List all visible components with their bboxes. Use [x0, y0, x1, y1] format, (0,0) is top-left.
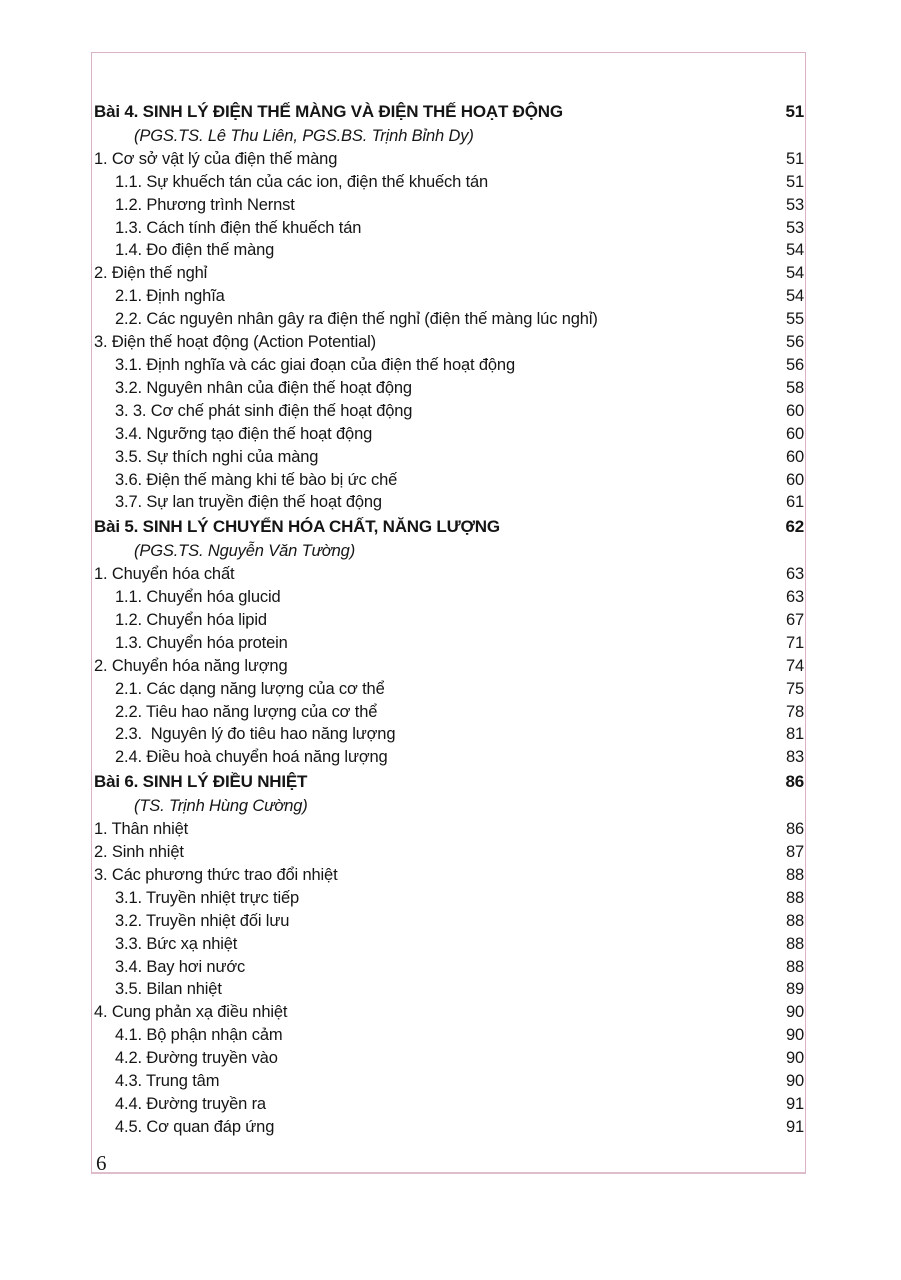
toc-entry-text: Bài 4. SINH LÝ ĐIỆN THẾ MÀNG VÀ ĐIỆN THẾ HOẠT ĐỘNG	[94, 102, 563, 121]
toc-row-subitem	[94, 1093, 804, 1116]
toc-row-subitem	[94, 171, 804, 194]
toc-entry-text: 4.4. Đường truyền ra	[115, 1094, 266, 1113]
toc-entry-page-number: 71	[785, 633, 804, 652]
toc-entry-page-number: 55	[785, 310, 804, 329]
toc-entry-text: 1. Cơ sở vật lý của điện thế màng	[94, 149, 338, 168]
toc-entry-text: 1.4. Đo điện thế màng	[115, 241, 275, 260]
toc-entry-text: 3.2. Nguyên nhân của điện thế hoạt động	[115, 378, 412, 397]
toc-entry-text: Bài 5. SINH LÝ CHUYỂN HÓA CHẤT, NĂNG LƯỢNG	[94, 517, 500, 537]
toc-entry-text: 1. Thân nhiệt	[94, 820, 189, 839]
toc-entry-page-number: 60	[785, 470, 804, 489]
toc-row-subitem	[94, 632, 804, 655]
toc-row-subitem	[94, 956, 804, 979]
toc-row-item	[94, 563, 804, 586]
toc-entry-text: 1.3. Cách tính điện thế khuếch tán	[115, 218, 362, 237]
toc-entry-page-number: 58	[785, 378, 804, 397]
page-frame	[91, 52, 806, 1174]
toc-entry-text: 2.3. Nguyên lý đo tiêu hao năng lượng	[115, 725, 396, 744]
toc-entry-page-number: 89	[785, 980, 804, 999]
toc-row-subitem	[94, 887, 804, 910]
toc-entry-page-number: 54	[785, 241, 804, 260]
toc-entry-page-number: 90	[785, 1072, 804, 1091]
toc-entry-text: 1.1. Chuyển hóa glucid	[115, 588, 281, 607]
toc-entry-page-number: 51	[785, 172, 804, 191]
toc-entry-page-number: 53	[785, 218, 804, 237]
toc-entry-page-number: 88	[785, 957, 804, 976]
toc-entry-page-number: 90	[785, 1003, 804, 1022]
toc-row-chapter	[94, 771, 804, 794]
toc-entry-text: 4.3. Trung tâm	[115, 1072, 220, 1091]
toc-row-subitem	[94, 446, 804, 469]
toc-row-subitem	[94, 400, 804, 423]
toc-entry-page-number: 62	[785, 517, 804, 537]
toc-entry-text: 3.1. Định nghĩa và các giai đoạn của điện thế hoạt động	[115, 355, 515, 374]
toc-row-subitem	[94, 910, 804, 933]
toc-row-subitem	[94, 1070, 804, 1093]
toc-entry-page-number: 91	[785, 1094, 804, 1113]
toc-entry-text: 1.2. Phương trình Nernst	[115, 195, 295, 214]
toc-row-subitem	[94, 1024, 804, 1047]
toc-entry-text: 3.7. Sự lan truyền điện thế hoạt động	[115, 493, 382, 512]
toc-row-subitem	[94, 1047, 804, 1070]
toc-entry-page-number: 88	[785, 911, 804, 930]
toc-entry-page-number: 88	[785, 888, 804, 907]
toc-row-item	[94, 818, 804, 841]
toc-row-item	[94, 331, 804, 354]
toc-entry-page-number: 74	[785, 656, 804, 675]
toc-row-author	[94, 125, 804, 148]
toc-entry-page-number: 56	[785, 355, 804, 374]
toc-row-item	[94, 1001, 804, 1024]
toc-entry-page-number: 51	[785, 102, 804, 121]
toc-row-subitem	[94, 217, 804, 240]
toc-row-subitem	[94, 377, 804, 400]
toc-entry-text: 2. Sinh nhiệt	[94, 843, 184, 861]
toc-entry-text: 2. Điện thế nghỉ	[94, 264, 208, 283]
toc-entry-page-number: 51	[785, 149, 804, 168]
toc-entry-text: 3.6. Điện thế màng khi tế bào bị ức chế	[115, 470, 398, 489]
toc-row-subitem	[94, 933, 804, 956]
toc-row-author	[94, 540, 804, 563]
toc-entry-text: 3.3. Bức xạ nhiệt	[115, 934, 238, 953]
toc-entry-page-number: 53	[785, 195, 804, 214]
toc-entry-page-number: 83	[785, 748, 804, 767]
toc-entry-text: 3. Các phương thức trao đổi nhiệt	[94, 865, 338, 884]
toc-row-item	[94, 148, 804, 171]
toc-row-subitem	[94, 678, 804, 701]
toc-row-subitem	[94, 308, 804, 331]
toc-entry-text: 3.2. Truyền nhiệt đối lưu	[115, 911, 290, 930]
toc-entry-text: 2.2. Tiêu hao năng lượng của cơ thể	[115, 702, 378, 721]
toc-entry-page-number: 56	[785, 333, 804, 352]
toc-entry-text: 2.1. Các dạng năng lượng của cơ thể	[115, 679, 385, 698]
toc-row-item	[94, 841, 804, 864]
toc-entry-page-number: 90	[785, 1049, 804, 1068]
toc-entry-text: 4.5. Cơ quan đáp ứng	[115, 1117, 275, 1136]
toc-entry-page-number: 88	[785, 934, 804, 953]
toc-entry-text: 3.1. Truyền nhiệt trực tiếp	[115, 888, 300, 907]
toc-row-subitem	[94, 194, 804, 217]
toc-entry-text: 1.2. Chuyển hóa lipid	[115, 610, 267, 629]
toc-row-item	[94, 262, 804, 285]
toc-row-subitem	[94, 701, 804, 724]
folio-page-number: 6	[96, 1151, 107, 1175]
toc-row-subitem	[94, 586, 804, 609]
toc-entry-page-number: 54	[785, 264, 804, 283]
toc-entry-text: 2. Chuyển hóa năng lượng	[94, 656, 288, 675]
toc-row-subitem	[94, 723, 804, 746]
toc-entry-page-number: 90	[785, 1026, 804, 1045]
toc-entry-page-number: 91	[785, 1117, 804, 1136]
toc-row-subitem	[94, 1116, 804, 1139]
toc-row-item	[94, 864, 804, 887]
toc-row-subitem	[94, 609, 804, 632]
toc-entry-page-number: 88	[785, 865, 804, 884]
toc-entry-page-number: 67	[785, 610, 804, 629]
toc-entry-text: 1.3. Chuyển hóa protein	[115, 633, 288, 652]
toc-entry-text: 3. 3. Cơ chế phát sinh điện thế hoạt động	[115, 401, 413, 420]
toc-entry-text: (PGS.TS. Lê Thu Liên, PGS.BS. Trịnh Bỉnh Dy)	[134, 126, 474, 145]
toc-entry-page-number: 63	[785, 588, 804, 607]
toc-row-subitem	[94, 491, 804, 514]
toc-row-subitem	[94, 423, 804, 446]
toc-entry-page-number: 60	[785, 401, 804, 420]
toc-entry-text: 4.2. Đường truyền vào	[115, 1049, 278, 1068]
toc-entry-text: 3.5. Sự thích nghi của màng	[115, 447, 319, 466]
toc-entry-page-number: 86	[785, 820, 804, 839]
toc-row-chapter	[94, 101, 804, 124]
toc-entry-page-number: 86	[785, 772, 804, 792]
toc-row-item	[94, 655, 804, 678]
toc-entry-page-number: 87	[785, 843, 804, 861]
toc-entry-page-number: 63	[785, 565, 804, 584]
toc-entry-text: 2.4. Điều hoà chuyển hoá năng lượng	[115, 748, 388, 767]
toc-row-subitem	[94, 285, 804, 308]
toc-entry-page-number: 60	[785, 424, 804, 443]
toc-entry-text: 3.4. Bay hơi nước	[115, 957, 246, 976]
toc-row-subitem	[94, 978, 804, 1001]
toc-row-chapter	[94, 516, 804, 539]
toc-entry-text: 1.1. Sự khuếch tán của các ion, điện thế khuếch tán	[115, 172, 489, 191]
toc-entry-page-number: 61	[785, 493, 804, 512]
toc-entry-text: 4.1. Bộ phận nhận cảm	[115, 1026, 283, 1045]
toc-entry-text: 2.2. Các nguyên nhân gây ra điện thế nghỉ (điện thế màng lúc nghỉ)	[115, 310, 598, 329]
table-of-contents	[94, 99, 804, 1139]
toc-row-subitem	[94, 354, 804, 377]
toc-entry-page-number: 54	[785, 287, 804, 306]
toc-entry-page-number: 75	[785, 679, 804, 698]
toc-row-subitem	[94, 469, 804, 492]
toc-entry-text: 4. Cung phản xạ điều nhiệt	[94, 1003, 288, 1022]
toc-entry-text: 2.1. Định nghĩa	[115, 287, 225, 306]
toc-entry-text: 1. Chuyển hóa chất	[94, 565, 235, 584]
toc-row-author	[94, 795, 804, 818]
toc-row-subitem	[94, 746, 804, 769]
toc-entry-text: 3. Điện thế hoạt động (Action Potential)	[94, 333, 377, 352]
toc-entry-page-number: 78	[785, 702, 804, 721]
toc-entry-page-number: 60	[785, 447, 804, 466]
toc-entry-text: Bài 6. SINH LÝ ĐIỀU NHIỆT	[94, 772, 308, 792]
toc-entry-text: 3.4. Ngưỡng tạo điện thế hoạt động	[115, 424, 373, 443]
toc-entry-page-number: 81	[785, 725, 804, 744]
toc-entry-text: 3.5. Bilan nhiệt	[115, 980, 222, 999]
toc-entry-text: (TS. Trịnh Hùng Cường)	[134, 797, 308, 816]
toc-row-subitem	[94, 239, 804, 262]
toc-entry-text: (PGS.TS. Nguyễn Văn Tường)	[134, 542, 356, 561]
